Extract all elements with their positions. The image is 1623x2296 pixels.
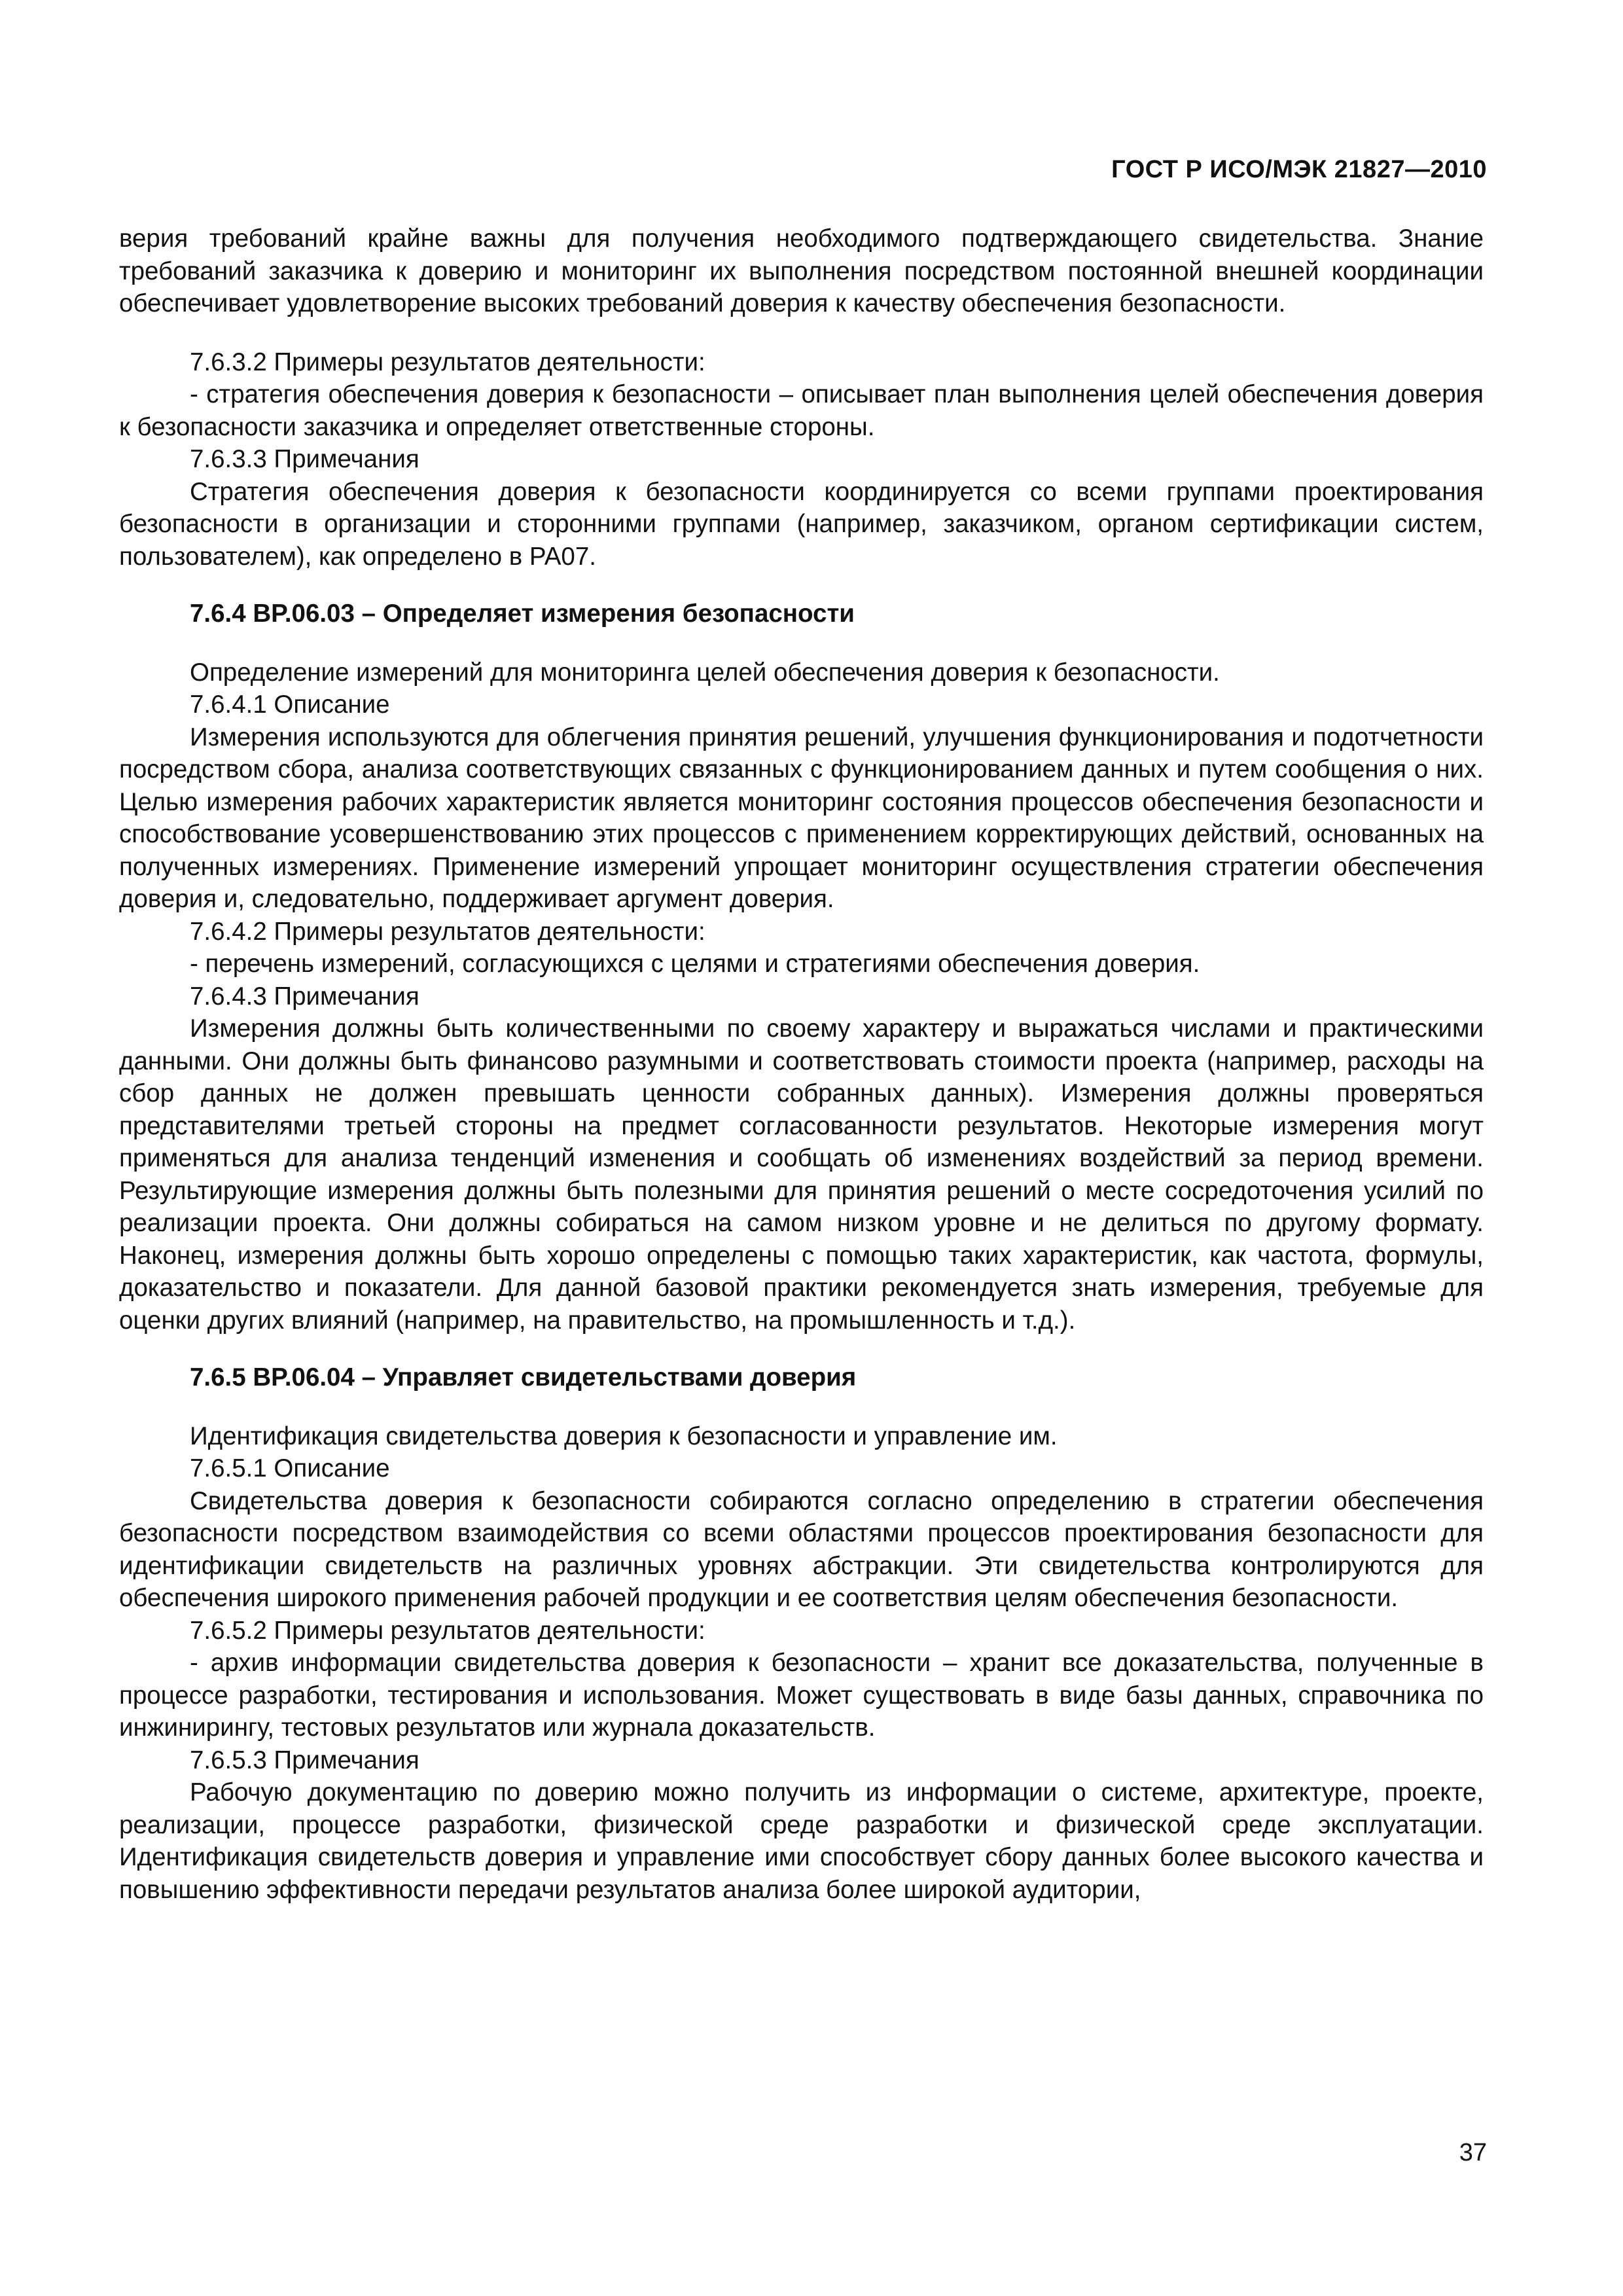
subsection-7-6-5-2-item: - архив информации свидетельства доверия к безопасности – хранит все доказательства, полученные в процессе разработки, тестирования и использования. Может существовать в виде базы данных, справочника по инжинирингу, тестовых результатов или журнала доказательств.	[119, 1649, 1484, 1742]
section-7-6-4-intro: Определение измерений для мониторинга целей обеспечения доверия к безопасности.	[190, 658, 1220, 687]
section-7-6-5-heading: 7.6.5 BP.06.04 – Управляет свидетельствами доверия	[190, 1363, 857, 1391]
subsection-7-6-3-3-text: Стратегия обеспечения доверия к безопасности координируется со всеми группами проектирования безопасности в организации и сторонними группами (например, заказчиком, органом сертификации систем, пользователем), как определено в PA07.	[119, 477, 1484, 571]
subsection-7-6-4-3-title: 7.6.4.3 Примечания	[190, 982, 419, 1011]
subsection-7-6-5-2-title: 7.6.5.2 Примеры результатов деятельности:	[190, 1616, 705, 1645]
subsection-7-6-3-3-title: 7.6.3.3 Примечания	[190, 445, 419, 473]
subsection-7-6-4-3-text: Измерения должны быть количественными по своему характеру и выражаться числами и практическими данными. Они должны быть финансово разумными и соответствовать стоимости проекта (например, расходы на сбор данных не должен превышать ценности собранных данных). Измерения должны проверяться представителями третьей стороны на предмет согласованности результатов. Некоторые измерения могут применяться для анализа тенденций изменения и сообщать об изменениях воздействий за период времени. Результирующие измерения должны быть полезными для принятия решений о месте сосредоточения усилий по реализации проекта. Они должны собираться на самом низком уровне и не делиться по другому формату. Наконец, измерения должны быть хорошо определены с помощью таких характеристик, как частота, формулы, доказательство и показатели. Для данной базовой практики рекомендуется знать измерения, требуемые для оценки других влияний (например, на правительство, на промышленность и т.д.).	[119, 1014, 1484, 1335]
page-number: 37	[1459, 2139, 1487, 2166]
subsection-7-6-4-1-title: 7.6.4.1 Описание	[190, 691, 390, 719]
subsection-7-6-5-1-text: Свидетельства доверия к безопасности собираются согласно определению в стратегии обеспечения безопасности посредством взаимодействия со всеми областями процессов проектирования безопасности для идентификации свидетельств на различных уровнях абстракции. Эти свидетельства контролируются для обеспечения широкого применения рабочей продукции и ее соответствия целям обеспечения безопасности.	[119, 1486, 1484, 1612]
subsection-7-6-5-3-title: 7.6.5.3 Примечания	[190, 1746, 419, 1774]
subsection-7-6-3-2-item: - стратегия обеспечения доверия к безопасности – описывает план выполнения целей обеспечения доверия к безопасности заказчика и определяет ответственные стороны.	[119, 380, 1484, 441]
section-7-6-5-intro: Идентификация свидетельства доверия к безопасности и управление им.	[190, 1422, 1058, 1450]
continuation-paragraph: верия требований крайне важны для получения необходимого подтверждающего свидетельства. Знание требований заказчика к доверию и мониторинг их выполнения посредством постоянной внешней координации обеспечивает удовлетворение высоких требований доверия к качеству обеспечения безопасности.	[119, 224, 1484, 317]
page-body	[119, 223, 1484, 1906]
subsection-7-6-4-2-title: 7.6.4.2 Примеры результатов деятельности:	[190, 917, 705, 946]
subsection-7-6-5-3-text: Рабочую документацию по доверию можно получить из информации о системе, архитектуре, проекте, реализации, процессе разработки, физической среде разработки и физической среде эксплуатации. Идентификация свидетельств доверия и управление ими способствует сбору данных более высокого качества и повышению эффективности передачи результатов анализа более широкой аудитории,	[119, 1778, 1484, 1904]
subsection-7-6-4-2-item: - перечень измерений, согласующихся с целями и стратегиями обеспечения доверия.	[190, 950, 1200, 978]
document-code-header: ГОСТ Р ИСО/МЭК 21827—2010	[1111, 156, 1487, 183]
section-7-6-4-heading: 7.6.4 BP.06.03 – Определяет измерения безопасности	[190, 600, 855, 628]
subsection-7-6-3-2-title: 7.6.3.2 Примеры результатов деятельности:	[190, 348, 705, 376]
subsection-7-6-5-1-title: 7.6.5.1 Описание	[190, 1454, 390, 1482]
subsection-7-6-4-1-text: Измерения используются для облегчения принятия решений, улучшения функционирования и подотчетности посредством сбора, анализа соответствующих связанных с функционированием данных и путем сообщения о них. Целью измерения рабочих характеристик является мониторинг состояния процессов обеспечения безопасности и способствование усовершенствованию этих процессов с применением корректирующих действий, основанных на полученных измерениях. Применение измерений упрощает мониторинг осуществления стратегии обеспечения доверия и, следовательно, поддерживает аргумент доверия.	[119, 723, 1484, 913]
